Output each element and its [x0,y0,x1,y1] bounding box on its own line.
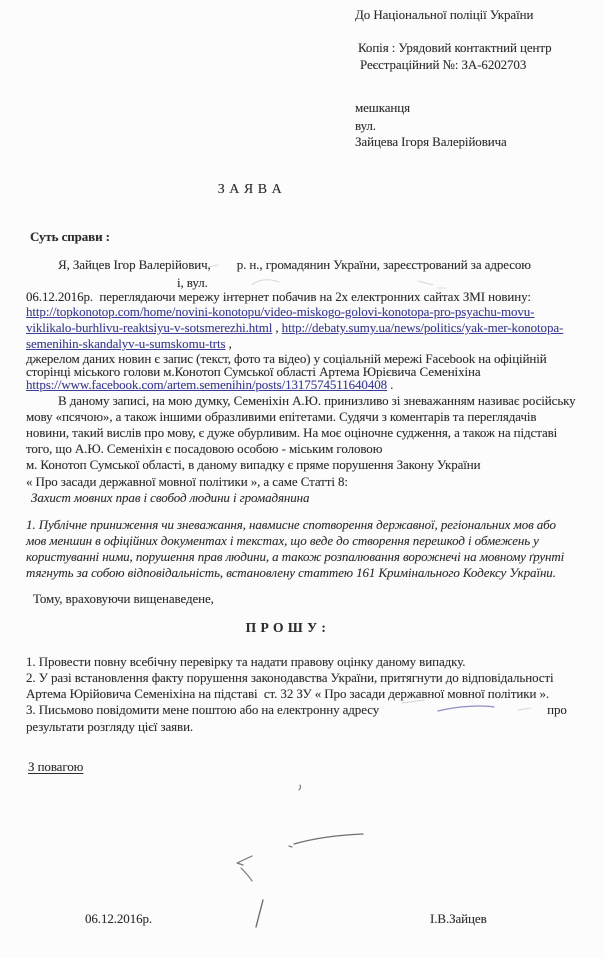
line-therefore: Тому, враховуючи вищенаведене, [33,591,214,606]
handwritten-signature-marks [175,778,435,938]
applicant-resident-label: мешканця [355,100,410,115]
line-quote-2: мов меншин в офіційних документах і текстах, що веде до створення перешкод і обмежень у [26,533,539,548]
subject-heading: Суть справи : [30,229,110,244]
news-link-debaty-continuation[interactable]: semenihin-skandalyv-u-sumskomu-trts [26,336,226,351]
line-claim-1: В даному записі, на мою думку, Семеніхін А.Ю. принизливо зі зневажанням називає російську [58,393,576,408]
line-claim-3: новини, такий вислів про мову, є дуже обурливим. На моє оціночне судження, а також на підставі [26,425,558,440]
line-quote-4: тягнуть за собою відповідальність, встановлену статтею 161 Кримінального Кодексу України. [26,565,556,580]
line-request-3: Артема Юрійовича Семеніхіна на підставі ст. 32 ЗУ « Про засади державної мовної політики ». [26,686,550,701]
news-link-debaty[interactable]: http://debaty.sumy.ua/news/politics/yak-mer-konotopa- [281,320,564,335]
line-link1-part1 [26,304,534,320]
link-separator: , [272,320,282,335]
redacted-email-gap [379,712,547,714]
recipient-line: До Національної поліції України [355,7,534,22]
intro-identity-continuation: р. н., громадянин України, зареєстрований за адресою [236,257,531,272]
news-link-topkonotop[interactable]: http://topkonotop.com/home/novini-konotopu/video-miskogo-golovi-konotopa-pro-psyachu-movu- [26,304,535,319]
line-facebook-link [26,377,393,393]
request-4-text: 3. Письмово повідомити мене поштою або на електронну адресу [26,702,380,717]
line-source-2: сторінці міського голови м.Конотоп Сумської області Артема Юрієвича Семеніхіна [26,364,481,379]
line-request-1: 1. Провести повну всебічну перевірку та надати правову оцінку даному випадку. [26,654,466,669]
request-heading: П Р О Ш У : [245,620,327,635]
line-claim-2: мову «псячою», а також іншими образливими епітетами. Судячи з коментарів та переглядачів [26,409,537,424]
request-4-tail: про [547,702,567,717]
line-intro-address: і, вул. [177,275,208,290]
line-link2-part2 [26,336,232,352]
news-link-topkonotop-continuation[interactable]: viklikalo-burhlivu-reaktsiyu-v-sotsmerezhi.html [26,320,273,335]
line-request-2: 2. У разі встановлення факту порушення законодавства України, притягнути до відповідальності [26,670,554,685]
registration-number-line: Реєстраційний №: ЗА-6202703 [360,57,527,72]
line-request-5: результати розгляду цієї заяви. [26,719,194,734]
line-claim-5: м. Конотоп Сумської області, в даному випадку є пряме порушення Закону України [26,457,481,472]
signature-name: І.В.Зайцев [430,911,487,926]
line-claim-4: того, що А.Ю. Семеніхін є посадовою особою - міським головою [26,441,383,456]
applicant-street-label: вул. [355,118,376,133]
line-claim-6: « Про засади державної мовної політики », а саме Статті 8: [26,474,348,489]
link3-tail: . [387,377,394,392]
line-source-1: джерелом даних новин є запис (текст, фото та відео) у соціальній мережі Facebook на офіційній [26,351,547,366]
facebook-post-link[interactable]: https://www.facebook.com/artem.semenihin/posts/1317574511640408 [26,377,388,392]
line-request-4 [26,702,567,718]
line-quote-3: користуванні ними, порушення прав людини, а також розпалювання ворожнечі на мовному ґрунті [26,549,565,564]
document-title: З А Я В А [217,182,283,197]
link-separator-2: , [225,336,232,351]
copy-line: Копія : Урядовий контактний центр [358,40,552,55]
line-link1-part2 [26,320,563,336]
redacted-birthdate-gap [211,267,237,269]
line-article-title: Захист мовних прав і свобод людини і громадянина [31,490,310,505]
date-line: 06.12.2016р. [85,911,153,926]
intro-identity-text: Я, Зайцев Ігор Валерійович, [58,257,211,272]
line-intro-identity [58,257,531,273]
applicant-name: Зайцева Ігоря Валерійовича [355,134,507,149]
line-intro-date: 06.12.2016р. переглядаючи мережу інтернет побачив на 2х електронних сайтах ЗМІ новину: [26,289,531,304]
regards-line: З повагою [28,759,84,774]
line-quote-1: 1. Публічне приниження чи зневажання, навмисне спотворення державної, регіональних мов або [26,517,556,532]
